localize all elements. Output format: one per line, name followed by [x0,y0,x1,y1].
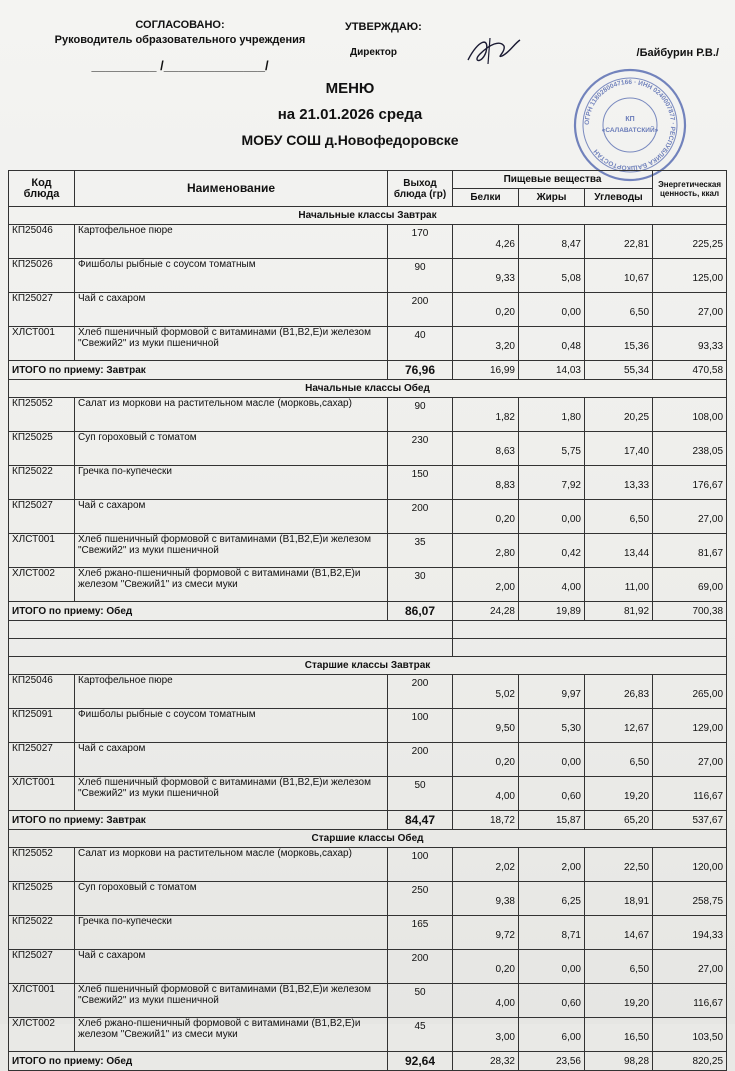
dish-energy: 129,00 [653,709,727,743]
dish-energy: 116,67 [653,984,727,1018]
menu-date: на 21.01.2026 среда [277,106,423,123]
dish-carbs: 13,33 [585,466,653,500]
dish-protein: 0,20 [453,293,519,327]
empty-row [9,621,727,639]
dish-fat: 4,00 [519,568,585,602]
total-fat: 23,56 [519,1052,585,1071]
dish-carbs: 26,83 [585,675,653,709]
col-fat: Жиры [519,189,585,207]
total-energy: 470,58 [653,361,727,380]
table-row [9,398,727,432]
dish-protein: 0,20 [453,500,519,534]
dish-name: Чай с сахаром [75,743,388,777]
col-energy: Энергетическая ценность, ккал [653,171,727,207]
dish-protein: 2,02 [453,848,519,882]
menu-title: МЕНЮ [325,80,375,97]
dish-energy: 120,00 [653,848,727,882]
dish-fat: 5,08 [519,259,585,293]
organization-seal [570,65,690,185]
dish-carbs: 22,50 [585,848,653,882]
dish-fat: 5,75 [519,432,585,466]
dish-output: 100 [388,848,453,882]
total-carbs: 55,34 [585,361,653,380]
director-label: Директор [350,47,397,58]
dish-output: 200 [388,950,453,984]
dish-fat: 0,00 [519,950,585,984]
dish-code: ХЛСТ002 [9,568,75,602]
dish-code: КП25025 [9,882,75,916]
table-row [9,743,727,777]
total-output: 84,47 [388,811,453,830]
table-row [9,675,727,709]
dish-carbs: 6,50 [585,950,653,984]
dish-energy: 27,00 [653,950,727,984]
menu-table [8,170,727,1071]
dish-protein: 0,20 [453,743,519,777]
dish-code: ХЛСТ001 [9,777,75,811]
total-output: 86,07 [388,602,453,621]
dish-code: КП25052 [9,398,75,432]
dish-energy: 258,75 [653,882,727,916]
dish-protein: 4,26 [453,225,519,259]
total-fat: 19,89 [519,602,585,621]
table-row [9,1018,727,1052]
dish-fat: 0,42 [519,534,585,568]
dish-output: 90 [388,259,453,293]
dish-output: 90 [388,398,453,432]
dish-name: Салат из моркови на растительном масле (морковь,сахар) [75,848,388,882]
dish-fat: 0,00 [519,293,585,327]
dish-energy: 27,00 [653,500,727,534]
dish-output: 45 [388,1018,453,1052]
dish-carbs: 14,67 [585,916,653,950]
dish-protein: 3,00 [453,1018,519,1052]
table-row [9,259,727,293]
dish-name: Картофельное пюре [75,225,388,259]
table-row [9,225,727,259]
dish-code: КП25046 [9,675,75,709]
total-carbs: 81,92 [585,602,653,621]
table-row [9,327,727,361]
dish-energy: 103,50 [653,1018,727,1052]
col-name: Наименование [75,171,388,207]
menu-body [9,207,727,1071]
dish-carbs: 11,00 [585,568,653,602]
total-output: 76,96 [388,361,453,380]
svg-text:КП: КП [625,116,635,123]
dish-energy: 265,00 [653,675,727,709]
dish-code: ХЛСТ001 [9,984,75,1018]
dish-carbs: 19,20 [585,777,653,811]
dish-name: Чай с сахаром [75,950,388,984]
dish-protein: 4,00 [453,984,519,1018]
total-fat: 15,87 [519,811,585,830]
dish-carbs: 6,50 [585,293,653,327]
total-label: ИТОГО по приему: Завтрак [9,811,388,830]
dish-carbs: 17,40 [585,432,653,466]
svg-text:«САЛАВАТСКИЙ»: «САЛАВАТСКИЙ» [601,127,659,134]
dish-fat: 7,92 [519,466,585,500]
dish-protein: 1,82 [453,398,519,432]
col-code: Код блюда [9,171,75,207]
section-header [9,207,727,225]
dish-code: ХЛСТ002 [9,1018,75,1052]
director-name: /Байбурин Р.В./ [636,47,719,59]
dish-name: Хлеб ржано-пшеничный формовой с витаминами (В1,В2,Е)и железом "Свежий1" из смеси муки [75,568,388,602]
empty-cell [453,639,727,657]
table-row [9,293,727,327]
empty-cell [9,621,453,639]
col-protein: Белки [453,189,519,207]
dish-carbs: 18,91 [585,882,653,916]
total-energy: 700,38 [653,602,727,621]
dish-output: 170 [388,225,453,259]
director-signature [460,30,530,70]
empty-cell [9,639,453,657]
empty-cell [453,621,727,639]
dish-protein: 9,72 [453,916,519,950]
dish-name: Чай с сахаром [75,293,388,327]
section-header [9,657,727,675]
dish-output: 50 [388,984,453,1018]
dish-fat: 0,60 [519,984,585,1018]
dish-output: 200 [388,743,453,777]
table-row [9,432,727,466]
dish-protein: 9,50 [453,709,519,743]
dish-output: 230 [388,432,453,466]
dish-protein: 9,38 [453,882,519,916]
total-carbs: 98,28 [585,1052,653,1071]
dish-fat: 0,00 [519,500,585,534]
section-title: Начальные классы Обед [9,380,727,398]
dish-fat: 8,71 [519,916,585,950]
dish-name: Хлеб пшеничный формовой с витаминами (В1,В2,Е)и железом "Свежий2" из муки пшеничной [75,984,388,1018]
dish-energy: 108,00 [653,398,727,432]
dish-carbs: 13,44 [585,534,653,568]
dish-name: Картофельное пюре [75,675,388,709]
dish-fat: 0,00 [519,743,585,777]
total-protein: 16,99 [453,361,519,380]
dish-output: 200 [388,675,453,709]
dish-carbs: 22,81 [585,225,653,259]
dish-protein: 4,00 [453,777,519,811]
dish-carbs: 19,20 [585,984,653,1018]
empty-row [9,639,727,657]
total-protein: 28,32 [453,1052,519,1071]
dish-output: 150 [388,466,453,500]
dish-energy: 27,00 [653,293,727,327]
dish-name: Хлеб пшеничный формовой с витаминами (В1,В2,Е)и железом "Свежий2" из муки пшеничной [75,777,388,811]
dish-fat: 1,80 [519,398,585,432]
dish-name: Хлеб пшеничный формовой с витаминами (В1,В2,Е)и железом "Свежий2" из муки пшеничной [75,327,388,361]
dish-protein: 3,20 [453,327,519,361]
dish-fat: 8,47 [519,225,585,259]
dish-energy: 81,67 [653,534,727,568]
dish-name: Суп гороховый с томатом [75,432,388,466]
table-row [9,984,727,1018]
total-protein: 18,72 [453,811,519,830]
dish-output: 35 [388,534,453,568]
dish-protein: 8,63 [453,432,519,466]
total-row [9,602,727,621]
approval-block [30,18,330,73]
confirm-title: УТВЕРЖДАЮ: [345,21,422,33]
dish-carbs: 6,50 [585,743,653,777]
dish-energy: 176,67 [653,466,727,500]
dish-code: КП25091 [9,709,75,743]
section-title: Начальные классы Завтрак [9,207,727,225]
dish-energy: 238,05 [653,432,727,466]
col-carbs: Углеводы [585,189,653,207]
table-row [9,568,727,602]
dish-name: Гречка по-купечески [75,916,388,950]
dish-output: 100 [388,709,453,743]
dish-code: КП25025 [9,432,75,466]
section-title: Старшие классы Обед [9,830,727,848]
dish-code: ХЛСТ001 [9,534,75,568]
dish-name: Фишболы рыбные с соусом томатным [75,709,388,743]
dish-protein: 5,02 [453,675,519,709]
dish-code: КП25022 [9,466,75,500]
dish-fat: 0,60 [519,777,585,811]
dish-code: КП25046 [9,225,75,259]
dish-name: Салат из моркови на растительном масле (морковь,сахар) [75,398,388,432]
total-fat: 14,03 [519,361,585,380]
dish-energy: 194,33 [653,916,727,950]
dish-code: КП25027 [9,293,75,327]
dish-fat: 0,48 [519,327,585,361]
dish-code: КП25027 [9,950,75,984]
dish-output: 40 [388,327,453,361]
dish-code: ХЛСТ001 [9,327,75,361]
dish-fat: 2,00 [519,848,585,882]
seal-ring-text: ОГРН 1180280047166 · ИНН 0240007877 · РЕСПУБЛИКА БАШКОРТОСТАН [583,78,677,172]
dish-name: Хлеб ржано-пшеничный формовой с витаминами (В1,В2,Е)и железом "Свежий1" из смеси муки [75,1018,388,1052]
dish-output: 200 [388,293,453,327]
table-row [9,500,727,534]
table-row [9,534,727,568]
dish-energy: 225,25 [653,225,727,259]
dish-carbs: 10,67 [585,259,653,293]
dish-energy: 116,67 [653,777,727,811]
section-title: Старшие классы Завтрак [9,657,727,675]
total-energy: 820,25 [653,1052,727,1071]
total-protein: 24,28 [453,602,519,621]
dish-name: Суп гороховый с томатом [75,882,388,916]
dish-name: Чай с сахаром [75,500,388,534]
dish-code: КП25052 [9,848,75,882]
section-header [9,830,727,848]
dish-fat: 6,00 [519,1018,585,1052]
total-output: 92,64 [388,1052,453,1071]
approved-signature-line: _________ /______________/ [91,58,269,73]
dish-energy: 27,00 [653,743,727,777]
dish-output: 50 [388,777,453,811]
total-label: ИТОГО по приему: Завтрак [9,361,388,380]
dish-code: КП25027 [9,500,75,534]
dish-fat: 9,97 [519,675,585,709]
dish-code: КП25027 [9,743,75,777]
svg-text:ОГРН 1180280047166 · ИНН 02400 [584,79,676,171]
dish-protein: 9,33 [453,259,519,293]
table-row [9,709,727,743]
total-row [9,1052,727,1071]
table-row [9,466,727,500]
table-row [9,848,727,882]
total-row [9,811,727,830]
dish-name: Фишболы рыбные с соусом томатным [75,259,388,293]
dish-code: КП25026 [9,259,75,293]
dish-carbs: 20,25 [585,398,653,432]
total-energy: 537,67 [653,811,727,830]
total-label: ИТОГО по приему: Обед [9,602,388,621]
dish-output: 250 [388,882,453,916]
table-row [9,882,727,916]
dish-energy: 93,33 [653,327,727,361]
table-row [9,777,727,811]
dish-energy: 125,00 [653,259,727,293]
col-output: Выход блюда (гр) [388,171,453,207]
approved-title: СОГЛАСОВАНО: [135,19,225,31]
dish-output: 30 [388,568,453,602]
dish-output: 200 [388,500,453,534]
dish-name: Гречка по-купечески [75,466,388,500]
school-name: МОБУ СОШ д.Новофедоровске [241,132,459,148]
dish-code: КП25022 [9,916,75,950]
total-row [9,361,727,380]
dish-carbs: 16,50 [585,1018,653,1052]
dish-output: 165 [388,916,453,950]
dish-fat: 6,25 [519,882,585,916]
dish-carbs: 6,50 [585,500,653,534]
dish-protein: 2,00 [453,568,519,602]
section-header [9,380,727,398]
col-nutrients: Пищевые вещества [453,171,653,189]
approved-role: Руководитель образовательного учреждения [54,34,306,46]
total-carbs: 65,20 [585,811,653,830]
dish-carbs: 12,67 [585,709,653,743]
dish-energy: 69,00 [653,568,727,602]
dish-name: Хлеб пшеничный формовой с витаминами (В1,В2,Е)и железом "Свежий2" из муки пшеничной [75,534,388,568]
dish-fat: 5,30 [519,709,585,743]
dish-protein: 0,20 [453,950,519,984]
dish-carbs: 15,36 [585,327,653,361]
total-label: ИТОГО по приему: Обед [9,1052,388,1071]
table-row [9,950,727,984]
table-row [9,916,727,950]
dish-protein: 8,83 [453,466,519,500]
dish-protein: 2,80 [453,534,519,568]
